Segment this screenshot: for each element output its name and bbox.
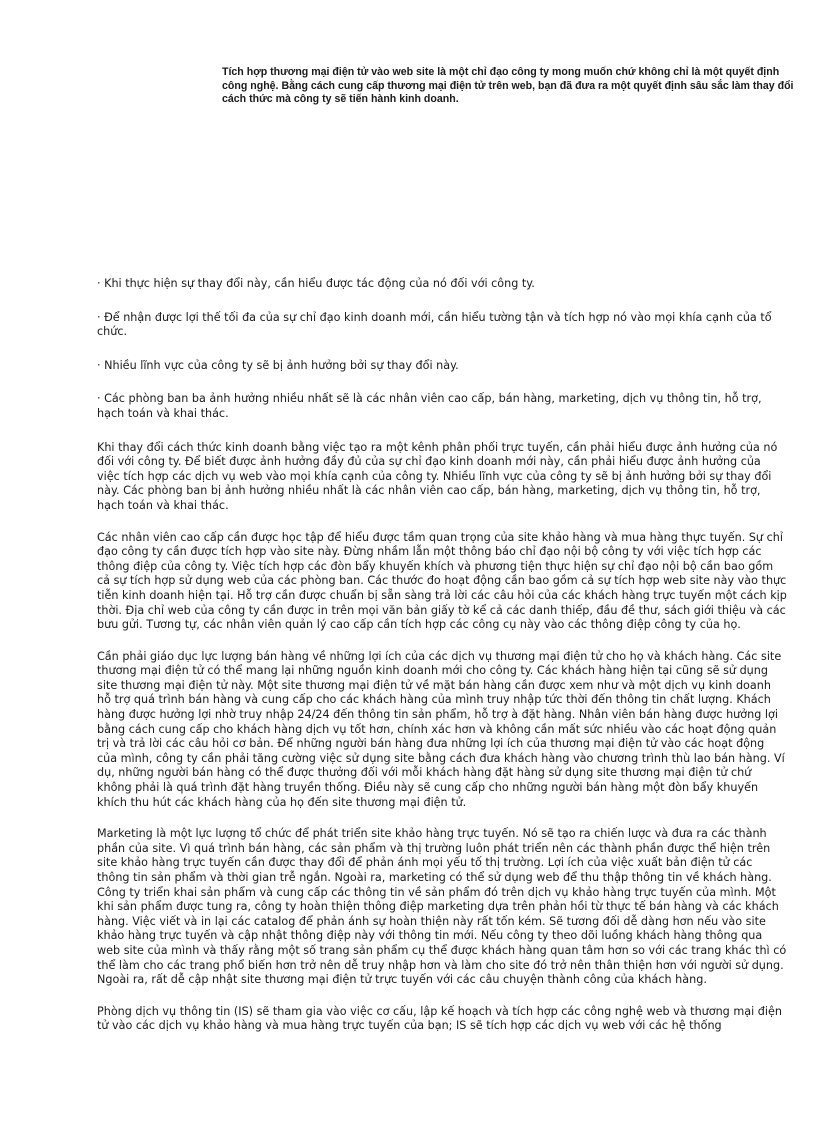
body-paragraph: Phòng dịch vụ thông tin (IS) sẽ tham gia vào việc cơ cấu, lập kế hoạch và tích hợp các công nghệ web và thương mại điện tử vào các dịch vụ khảo hàng và mua hàng trực tuyến của bạn; IS sẽ tích hợp các dịch vụ web với các hệ thống xyxy=(97,1004,782,1033)
intro-paragraph: Tích hợp thương mại điện tử vào web site là một chỉ đạo công ty mong muốn chứ không chỉ là một quyết định công nghệ. Bằng cách cung cấp thương mại điện tử trên web, bạn đã đưa ra một quyết định sâu sắc làm thay đổi cách thức mà công ty sẽ tiến hành kinh doanh. xyxy=(222,66,794,106)
body-paragraph: Khi thay đổi cách thức kinh doanh bằng việc tạo ra một kênh phân phối trực tuyến, cần phải hiểu được ảnh hưởng của nó đối với công ty. Để biết được ảnh hưởng đầy đủ của sự chỉ đạo kinh doanh mới này, cần phải hiểu được ảnh hưởng của việc tích hợp các dịch vụ web vào mọi khía cạnh của công ty. Nhiều lĩnh vực của công ty sẽ bị ảnh hưởng bởi sự thay đổi này. Các phòng ban bị ảnh hưởng nhiều nhất là các nhân viên cao cấp, bán hàng, marketing, dịch vụ thông tin, hỗ trợ, hạch toán và khai thác. xyxy=(97,440,778,512)
bullet-item: · Nhiều lĩnh vực của công ty sẽ bị ảnh hưởng bởi sự thay đổi này. xyxy=(97,358,459,372)
bullet-item: · Để nhận được lợi thế tối đa của sự chỉ đạo kinh doanh mới, cần hiểu tường tận và tích hợp nó vào mọi khía cạnh của tổ chức. xyxy=(97,310,772,339)
document-body xyxy=(97,277,787,1051)
body-paragraph: Cần phải giáo dục lực lượng bán hàng về những lợi ích của các dịch vụ thương mại điện tử cho họ và khách hàng. Các site thương mại điện tử có thể mang lại những nguồn kinh doanh mới cho công ty. Các khách hàng hiện tại cũng sẽ sử dụng site thương mại điện tử này. Một site thương mại điện tử về mặt bán hàng cần được xem như và một dịch vụ kinh doanh hỗ trợ quá trình bán hàng và cung cấp cho các khách hàng của mình truy nhập tức thời đến thông tin chất lượng. Khách hàng được hưởng lợi nhờ truy nhập 24/24 đến thông tin sản phẩm, hỗ trợ à đặt hàng. Nhân viên bán hàng được hưởng lợi bằng cách cung cấp cho khách hàng dịch vụ tốt hơn, chính xác hơn và không cần mất sức nhiều vào các hoạt động quản trị và trả lời các câu hỏi cơ bản. Để những người bán hàng đưa những lợi ích của thương mại điện tử vào các hoạt động của mình, công ty cần phải tăng cường việc sử dụng site bằng cách đưa khách hàng vào chương trình thù lao bán hàng. Ví dụ, những người bán hàng có thể được thưởng đối với mỗi khách hàng đặt hàng sử dụng site thương mại điện tử chứ không phải là quá trình đặt hàng truyền thống. Điều này sẽ cung cấp cho những người bán hàng một đòn bẩy khuyến khích thu hút các khách hàng của họ đến site thương mại điện tử. xyxy=(97,649,785,809)
body-paragraph: Các nhân viên cao cấp cần được học tập để hiểu được tầm quan trọng của site khảo hàng và mua hàng thực tuyến. Sự chỉ đạo công ty cần được tích hợp vào site này. Đừng nhầm lẫn một thông báo chỉ đạo nội bộ công ty với việc tích hợp các thông điệp của công ty. Việc tích hợp các đòn bẩy khuyến khích và phương tiện thực hiện sự chỉ đạo nội bộ cần bao gồm cả sự tích hợp sử dụng web của các phòng ban. Các thước đo hoạt động cần bao gồm cả sự tích hợp web site này vào thực tiễn kinh doanh hiện tại. Hỗ trợ cần được chuẩn bị sẵn sàng trả lời các câu hỏi của các khách hàng trực tuyến một cách kịp thời. Địa chỉ web của công ty cần được in trên mọi văn bản giấy tờ kể cả các danh thiếp, đầu đề thư, sách giới thiệu và các bưu gửi. Tương tự, các nhân viên quản lý cao cấp cần tích hợp các công cụ này vào các thông điệp công ty của họ. xyxy=(97,530,787,632)
bullet-item: · Các phòng ban ba ảnh hưởng nhiều nhất sẽ là các nhân viên cao cấp, bán hàng, marketing, dịch vụ thông tin, hỗ trợ, hạch toán và khai thác. xyxy=(97,392,762,420)
bullet-item: · Khi thực hiện sự thay đổi này, cần hiểu được tác động của nó đối với công ty. xyxy=(97,277,535,290)
body-paragraph: Marketing là một lực lượng tổ chức để phát triển site khảo hàng trực tuyến. Nó sẽ tạo ra chiến lược và đưa ra các thành phần của site. Vì quá trình bán hàng, các sản phẩm và thị trường luôn phát triển nên các thành phần được thể hiện trên site khảo hàng trực tuyến cần được thay đổi để phản ánh mọi yếu tố thị trường. Lợi ích của việc xuất bản điện tử các thông tin sản phẩm và thời gian trễ ngắn. Ngoài ra, marketing có thể sử dụng web để thu thập thông tin về khách hàng. Công ty triển khai sản phẩm và cung cấp các thông tin về sản phẩm đó trên dịch vụ khảo hàng trực tuyến của mình. Một khi sản phẩm được tung ra, công ty hoàn thiện thông điệp marketing dựa trên phản hồi từ thực tế bán hàng và các khách hàng. Việc viết và in lại các catalog để phản ánh sự hoàn thiện này rất tốn kém. Sẽ tương đối dễ dàng hơn nếu vào site khảo hàng trực tuyến và cập nhật thông điệp này với thông tin mới. Nếu công ty theo dõi luồng khách hàng thông qua web site của mình và thấy rằng một số trang sản phẩm cụ thể được khách hàng quan tâm hơn so với các trang khác thì có thể làm cho các trang phổ biến hơn trở nên dễ truy nhập hơn và làm cho site đó trở nên thân thiện hơn với người sử dụng. Ngoài ra, rất dễ cập nhật site thương mại điện tử trực tuyến với các câu chuyện thành công của khách hàng. xyxy=(97,827,787,987)
